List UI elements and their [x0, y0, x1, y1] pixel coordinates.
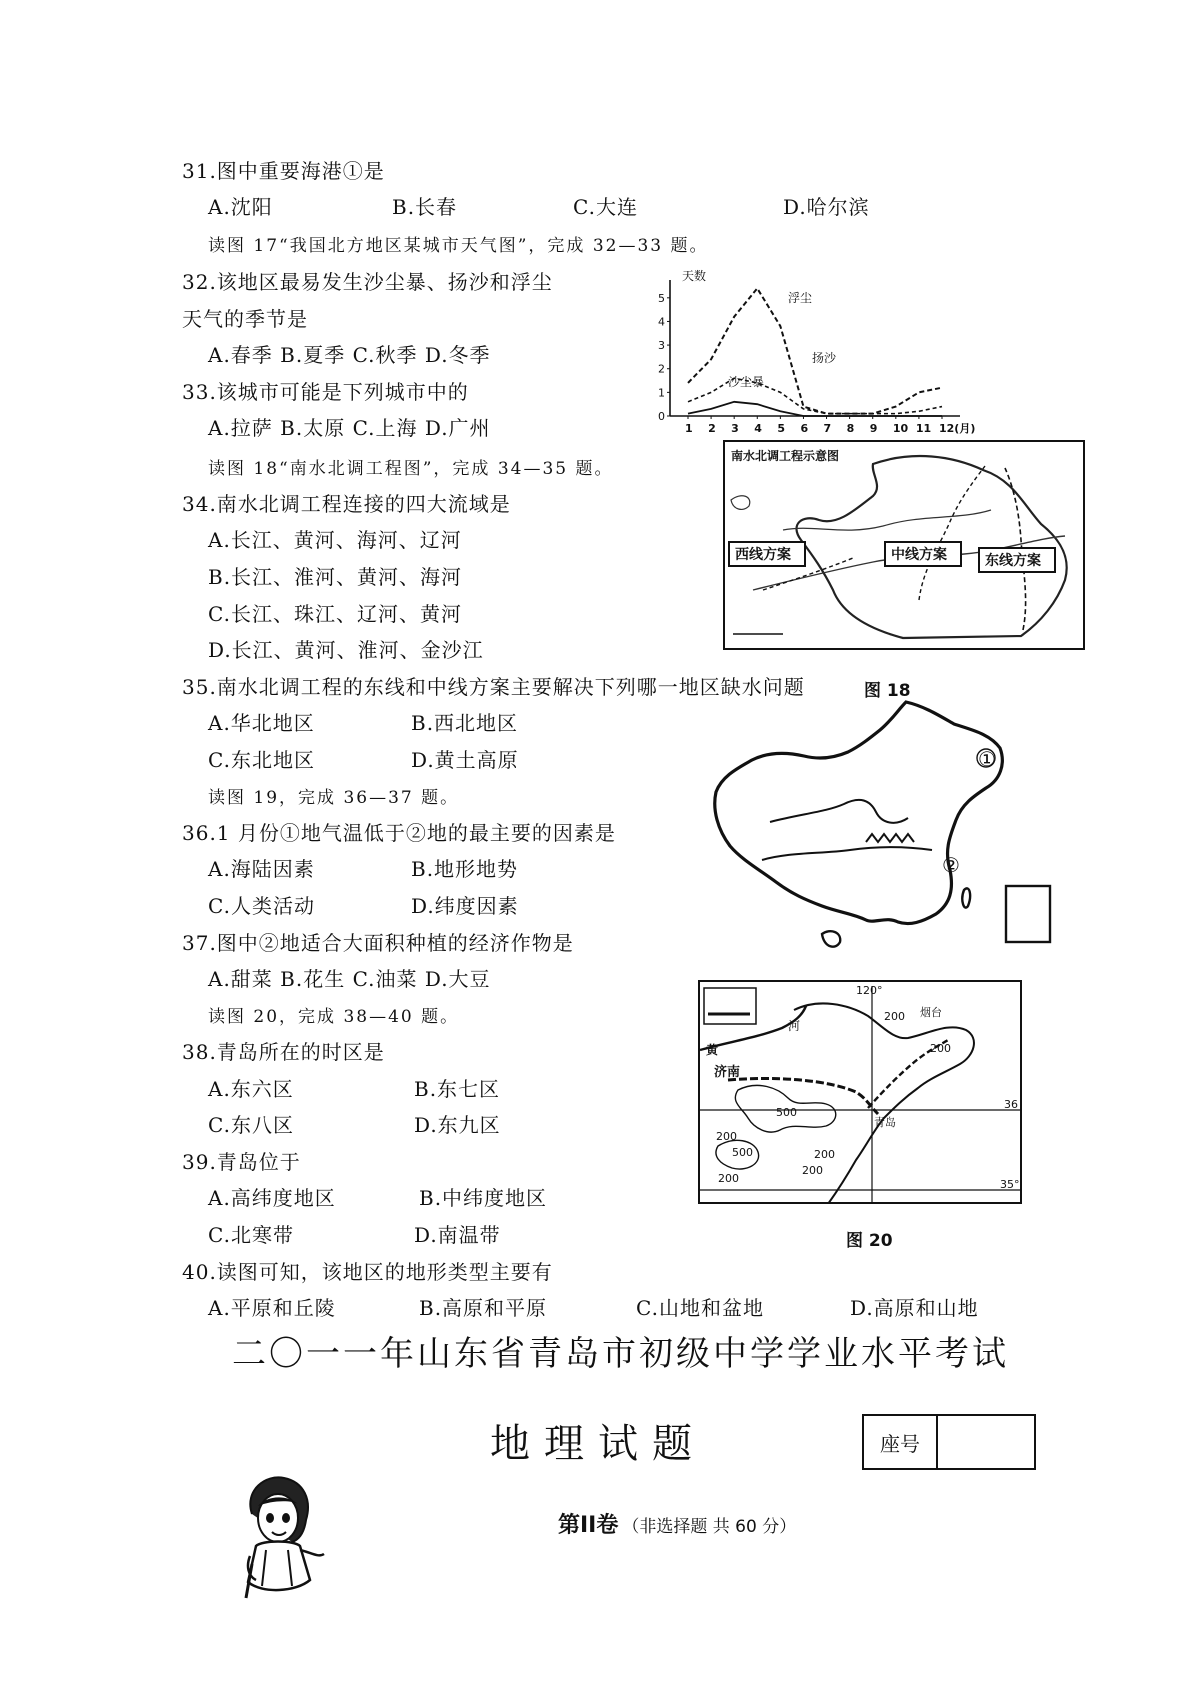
- map20-river-char: 河: [788, 1019, 801, 1033]
- map18-west-label: 西线方案: [735, 547, 791, 563]
- y-tick-label: 4: [658, 315, 665, 329]
- q31-stem: 31.图中重要海港①是: [182, 159, 385, 183]
- figure20-label: 图 20: [846, 1231, 893, 1251]
- part-two-heading: [558, 1508, 796, 1539]
- x-tick-label: 7: [823, 422, 832, 435]
- map20-elev-6: 200: [802, 1164, 823, 1177]
- map20-elev-4: 200: [716, 1130, 737, 1143]
- map20-elev-7: 500: [732, 1146, 753, 1159]
- q37-stem: 37.图中②地适合大面积种植的经济作物是: [182, 931, 574, 955]
- series-label-dust: 浮尘: [788, 291, 813, 305]
- map19-mountain-range: [866, 834, 914, 842]
- intro-38-40: 读图 20，完成 38—40 题。: [208, 1007, 460, 1027]
- q33-options: A.拉萨 B.太原 C.上海 D.广州: [208, 416, 491, 440]
- paper-title: 地理试题: [490, 1421, 706, 1467]
- x-tick-label: 3: [731, 422, 739, 435]
- y-tick-label: 3: [658, 339, 665, 353]
- q39-stem: 39.青岛位于: [182, 1150, 301, 1174]
- x-tick-label: 11: [915, 422, 932, 435]
- cartoon-girl-illustration: [226, 1470, 330, 1600]
- figure18-label: 图 18: [864, 681, 911, 701]
- q39-option-c: C.北寒带: [208, 1223, 294, 1247]
- map19-china-outline: [715, 702, 1003, 924]
- x-tick-label: 6: [800, 422, 809, 435]
- map18-middle-label: 中线方案: [891, 547, 947, 563]
- map18-east-label: 东线方案: [985, 553, 1041, 569]
- q32-options: A.春季 B.夏季 C.秋季 D.冬季: [208, 343, 491, 367]
- figure18-map: [723, 440, 1085, 650]
- map20-lat36-label: 36: [1004, 1098, 1018, 1111]
- x-tick-label: 2: [708, 422, 716, 435]
- q36-option-b: B.地形地势: [411, 857, 519, 881]
- q35-option-a: A.华北地区: [208, 711, 315, 735]
- map20-lon-label: 120°: [856, 984, 883, 997]
- part-two-subtitle: （非选择题 共 60 分）: [622, 1517, 797, 1537]
- q38-option-a: A.东六区: [208, 1077, 294, 1101]
- q38-option-d: D.东九区: [414, 1113, 501, 1137]
- q40-option-b: B.高原和平原: [419, 1296, 548, 1320]
- chart-y-title: 天数: [682, 269, 707, 283]
- y-tick-label: 0: [658, 410, 665, 423]
- q40-stem: 40.读图可知，该地区的地形类型主要有: [182, 1260, 553, 1284]
- map19-hainan: [822, 931, 840, 946]
- q36-option-a: A.海陆因素: [208, 857, 315, 881]
- seat-number-label: 座号: [864, 1416, 938, 1468]
- figure20-map: [698, 980, 1022, 1204]
- x-tick-label: 8: [846, 422, 855, 435]
- y-tick-label: 2: [658, 362, 665, 376]
- q34-option-d: D.长江、黄河、淮河、金沙江: [208, 638, 484, 662]
- q38-option-b: B.东七区: [414, 1077, 501, 1101]
- q32-stem-line1: 32.该地区最易发生沙尘暴、扬沙和浮尘: [182, 270, 553, 294]
- y-tick-label: 1: [658, 386, 665, 400]
- series-line-1: [688, 378, 942, 413]
- q32-stem-line2: 天气的季节是: [182, 307, 308, 331]
- map20-huang-char: 黄: [706, 1043, 719, 1057]
- q35-stem: 35.南水北调工程的东线和中线方案主要解决下列哪一地区缺水问题: [182, 675, 805, 699]
- q31-option-c: C.大连: [573, 195, 638, 219]
- q34-option-b: B.长江、淮河、黄河、海河: [208, 565, 463, 589]
- q38-stem: 38.青岛所在的时区是: [182, 1040, 385, 1064]
- q35-option-b: B.西北地区: [411, 711, 519, 735]
- series-line-2: [688, 402, 942, 416]
- q36-stem: 36.1 月份①地气温低于②地的最主要的因素是: [182, 821, 616, 845]
- q39-option-b: B.中纬度地区: [419, 1186, 548, 1210]
- q40-option-a: A.平原和丘陵: [208, 1296, 336, 1320]
- q34-option-c: C.长江、珠江、辽河、黄河: [208, 602, 462, 626]
- intro-34-35: 读图 18“南水北调工程图”，完成 34—35 题。: [208, 459, 614, 479]
- map19-yellow-river: [770, 800, 908, 823]
- seat-number-box: [862, 1414, 1036, 1470]
- map20-legend-box: [704, 988, 756, 1024]
- seat-number-value[interactable]: [938, 1416, 1034, 1468]
- x-tick-label: 10: [892, 422, 909, 435]
- series-label-storm: 沙尘暴: [728, 375, 765, 389]
- q31-option-b: B.长春: [392, 195, 458, 219]
- map20-elev-5: 200: [814, 1148, 835, 1161]
- map20-elev-8: 200: [718, 1172, 739, 1185]
- q39-option-a: A.高纬度地区: [208, 1186, 336, 1210]
- map18-title: 南水北调工程示意图: [731, 449, 840, 463]
- q39-option-d: D.南温带: [414, 1223, 501, 1247]
- figure17-chart: [640, 266, 980, 436]
- intro-36-37: 读图 19，完成 36—37 题。: [208, 788, 460, 808]
- x-tick-label: 1: [685, 422, 693, 435]
- y-tick-label: 5: [658, 291, 665, 305]
- q36-option-c: C.人类活动: [208, 894, 315, 918]
- q40-option-c: C.山地和盆地: [636, 1296, 764, 1320]
- q40-option-d: D.高原和山地: [850, 1296, 979, 1320]
- q37-options: A.甜菜 B.花生 C.油菜 D.大豆: [208, 967, 491, 991]
- x-tick-label: 5: [777, 422, 786, 435]
- map19-inset-box: [1006, 886, 1050, 942]
- q36-option-d: D.纬度因素: [411, 894, 519, 918]
- series-label-sand: 扬沙: [812, 351, 837, 365]
- part-two-title: 第II卷: [558, 1513, 619, 1538]
- map20-qingdao: 青岛: [874, 1116, 896, 1129]
- x-tick-label: 9: [869, 422, 878, 435]
- map19-taiwan: [962, 888, 970, 907]
- q34-option-a: A.长江、黄河、海河、辽河: [208, 528, 462, 552]
- map19-mark1: ①: [978, 747, 996, 771]
- map20-elev-3: 200: [930, 1042, 951, 1055]
- q31-option-d: D.哈尔滨: [783, 195, 870, 219]
- figure19-map: [710, 700, 1056, 974]
- map20-yantai: 烟台: [920, 1006, 942, 1019]
- map20-lat35-label: 35°: [1000, 1178, 1020, 1191]
- x-axis-unit-label: 12(月): [939, 422, 976, 435]
- q31-option-a: A.沈阳: [208, 195, 273, 219]
- map19-yangtze-river: [762, 847, 932, 860]
- q33-stem: 33.该城市可能是下列城市中的: [182, 380, 469, 404]
- q38-option-c: C.东八区: [208, 1113, 294, 1137]
- map20-elev-2: 200: [884, 1010, 905, 1023]
- exam-title: 二〇一一年山东省青岛市初级中学学业水平考试: [232, 1334, 1009, 1374]
- q35-option-d: D.黄土高原: [411, 748, 519, 772]
- map20-elev-1: 500: [776, 1106, 797, 1119]
- q34-stem: 34.南水北调工程连接的四大流域是: [182, 492, 511, 516]
- map19-mark2: ②: [942, 853, 960, 877]
- x-tick-label: 4: [754, 422, 762, 435]
- q35-option-c: C.东北地区: [208, 748, 315, 772]
- map20-jinan: 济南: [714, 1065, 741, 1080]
- intro-32-33: 读图 17“我国北方地区某城市天气图”，完成 32—33 题。: [208, 236, 709, 256]
